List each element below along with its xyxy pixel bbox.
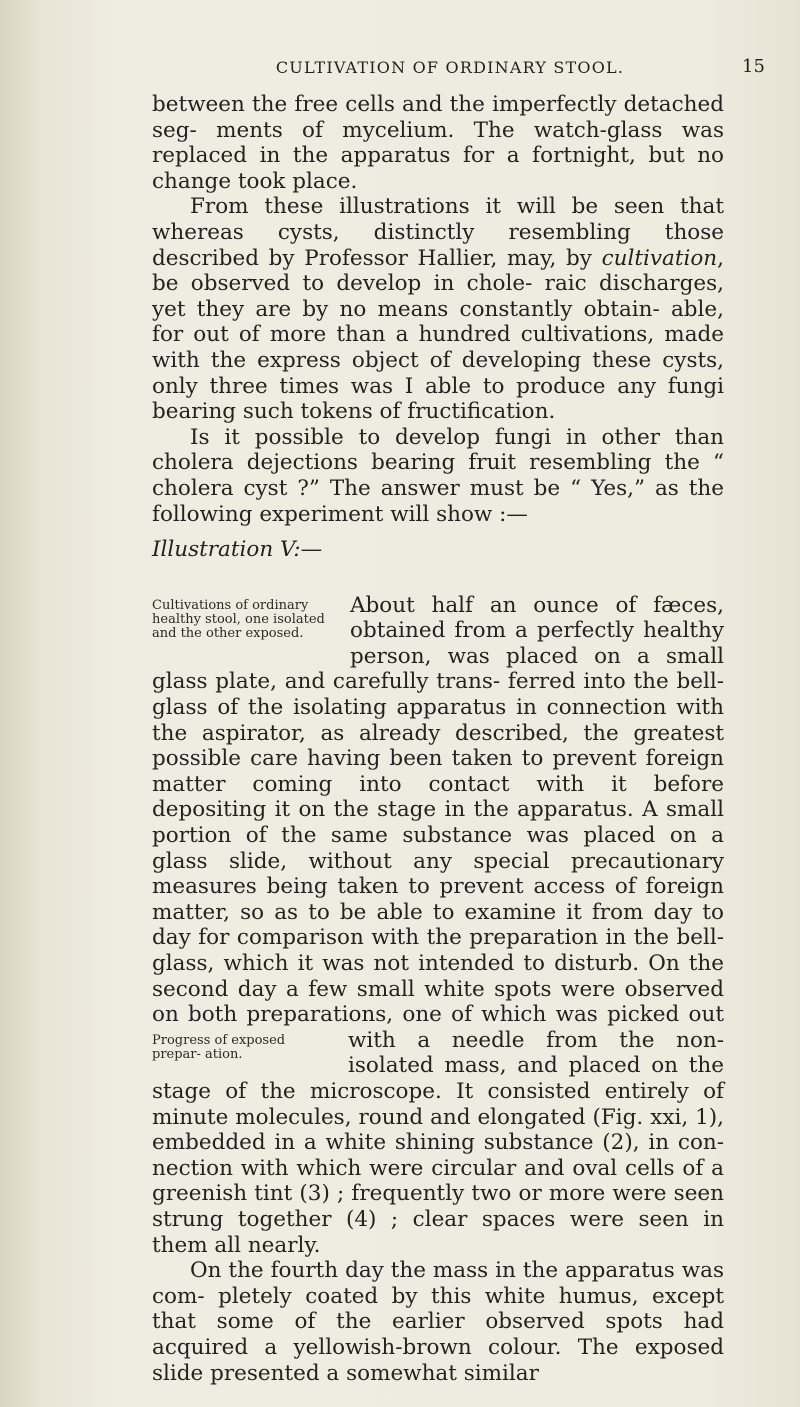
text-block [152,92,724,1386]
paragraph-2-text-a: From these illustrations it will be seen that whereas cysts, distinctly resembling those described by Professor Hallier, may, by [152,194,724,271]
page-number: 15 [742,56,765,77]
paragraph-4-text-b: picked out with a needle from the non-isolated mass, and placed on the stage of the microscope. It consisted entirely of minute molecules, round and elongated (Fig. xxi, 1), embedded in a white shining substance (2), in con- nection with which were circular and oval cells of a greenish tint (3) ; frequently two or more were seen strung together (4) ; clear spaces were seen in them all nearly. [152,1002,724,1258]
italic-cultivation: cultivation [601,245,718,271]
sidenote-cultivations: Cultivations of ordinary healthy stool, one isolated and the other exposed. [152,597,325,641]
illustration-heading: Illustration V:— [152,537,323,563]
paragraph-1: between the free cells and the imperfectly detached seg- ments of mycelium. The watch-glass was replaced in the apparatus for a fortnight, but no change took place. [152,92,724,194]
running-title: CULTIVATION OF ORDINARY STOOL. [275,58,625,77]
paragraph-3: Is it possible to develop fungi in other than cholera dejections bearing fruit resembling the “ cholera cyst ?” The answer must be “ Yes,” as the following experiment will show :— [152,424,724,527]
paragraph-2 [152,194,724,424]
paragraph-4 [152,567,724,1258]
paragraph-4-text-a: About half an ounce of fæces, obtained from a perfectly healthy person, was placed on a small glass plate, and carefully trans- ferred into the bell-glass of the isolating apparatus in connection with the aspirator, as already described, the greatest possible care having been taken to prevent foreign matter coming into contact with it before depositing it on the stage in the apparatus. A small portion of the same substance was placed on a glass slide, without any special precautionary measures being taken to prevent access of foreign matter, so as to be able to examine it from day to day for comparison with the preparation in the bell-glass, which it was not intended to disturb. On the second day a few small white spots were observed on both preparations, one of which was [152,592,724,1028]
paragraph-2-text-b: , be observed to develop in chole- raic discharges, yet they are by no means constantly obtain- able, for out of more than a hundred cultivations, made with the express object of developing these cysts, only three times was I able to produce any fungi bearing such tokens of fructification. [152,245,724,425]
paragraph-5: On the fourth day the mass in the apparatus was com- pletely coated by this white humus, except that some of the earlier observed spots had acquired a yellowish-brown colour. The exposed slide presented a somewhat similar [152,1258,724,1386]
sidenote-progress: Progress of exposed prepar- ation. [152,1032,286,1062]
